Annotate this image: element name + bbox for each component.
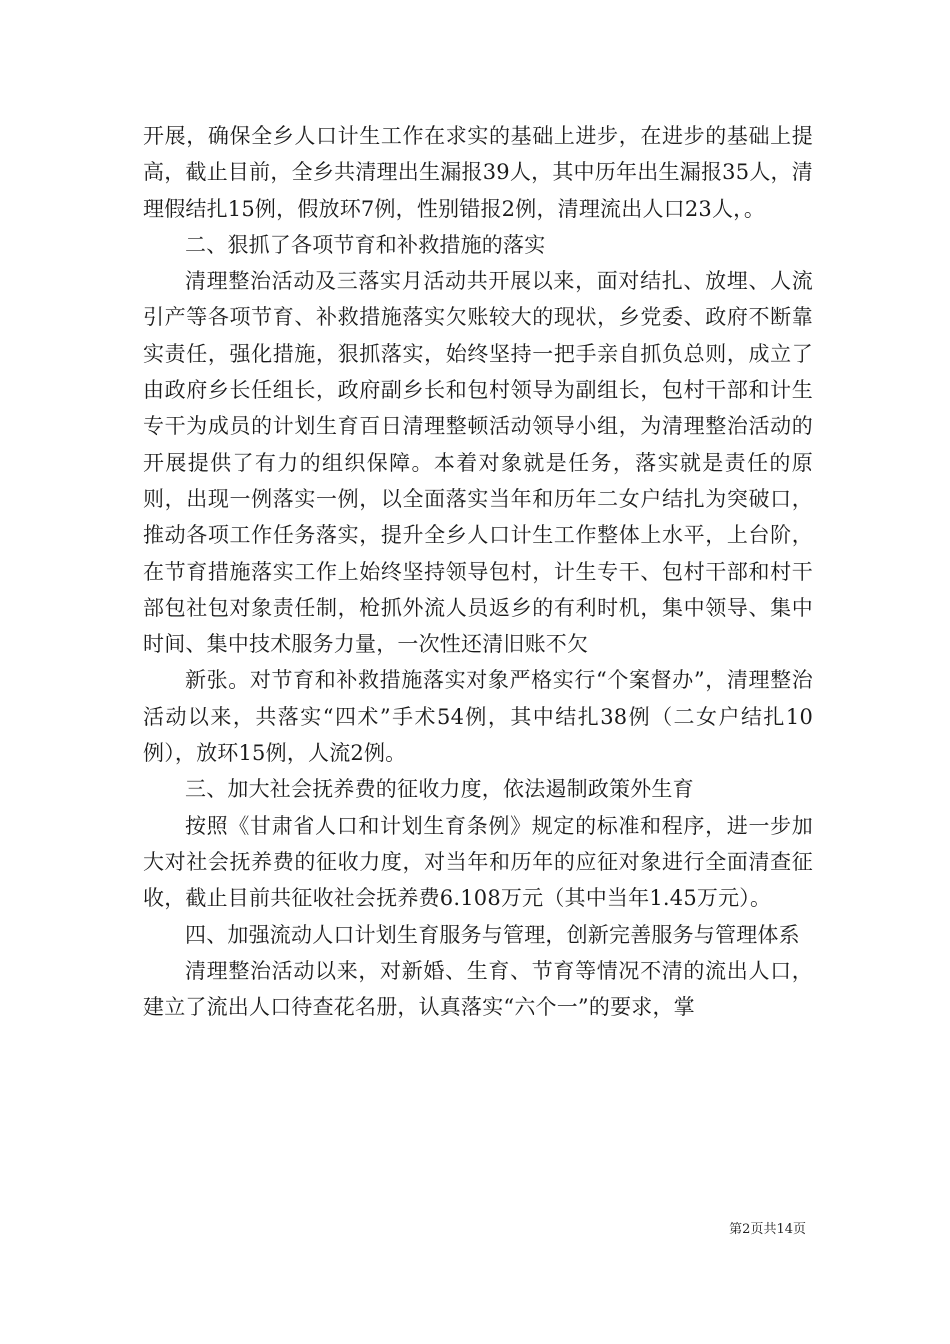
section-heading-3: 三、加大社会抚养费的征收力度，依法遏制政策外生育 bbox=[185, 777, 694, 802]
paragraph-4: 新张。对节育和补救措施落实对象严格实行“个案督办”，清理整治活动以来，共落实“四术”手术54例，其中结扎38例（二女户结扎10例），放环15例，人流2例。 bbox=[143, 668, 813, 766]
paragraph-3: 清理整治活动及三落实月活动共开展以来，面对结扎、放埋、人流引产等各项节育、补救措施落实欠账较大的现状，乡党委、政府不断靠实责任，强化措施，狠抓落实，始终坚持一把手亲自抓负总则，成立了由政府乡长任组长，政府副乡长和包村领导为副组长，包村干部和计生专干为成员的计划生育百日清理整顿活动领导小组，为清理整治活动的开展提供了有力的组织保障。本着对象就是任务，落实就是责任的原则，出现一例落实一例，以全面落实当年和历年二女户结扎为突破口，推动各项工作任务落实，提升全乡人口计生工作整体上水平，上台阶，在节育措施落实工作上始终坚持领导包村，计生专干、包村干部和村干部包社包对象责任制，枪抓外流人员返乡的有利时机，集中领导、集中时间、集中技术服务力量，一次性还清旧账不欠 bbox=[143, 269, 813, 657]
section-heading-4: 四、加强流动人口计划生育服务与管理，创新完善服务与管理体系 bbox=[185, 922, 800, 947]
paragraph-8: 清理整治活动以来，对新婚、生育、节育等情况不清的流出人口，建立了流出人口待查花名册，认真落实“六个一”的要求，掌 bbox=[143, 958, 813, 1020]
paragraph-6: 按照《甘肃省人口和计划生育条例》规定的标准和程序，进一步加大对社会抚养费的征收力度，对当年和历年的应征对象进行全面清查征收，截止目前共征收社会抚养费6.108万元（其中当年1.45万元）。 bbox=[143, 813, 813, 911]
page-number: 第2页共14页 bbox=[729, 1222, 806, 1237]
paragraph-1: 开展，确保全乡人口计生工作在求实的基础上进步，在进步的基础上提高，截止目前，全乡共清理出生漏报39人，其中历年出生漏报35人，清理假结扎15例，假放环7例，性别错报2例，清理流出人口23人，。 bbox=[143, 124, 813, 221]
document-body bbox=[143, 118, 813, 1025]
section-heading-2: 二、狠抓了各项节育和补救措施的落实 bbox=[185, 232, 546, 257]
